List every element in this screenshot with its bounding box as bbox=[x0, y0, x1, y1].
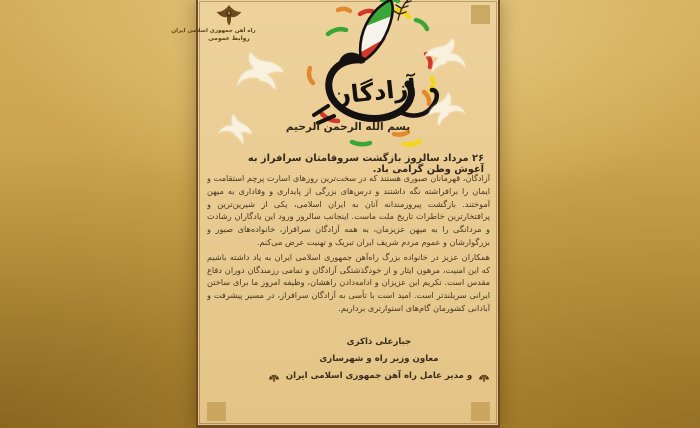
bismillah-text: بسم الله الرحمن الرحیم bbox=[285, 121, 411, 133]
signature-name: جبارعلی ذاکری bbox=[346, 337, 412, 347]
body-paragraph: همکاران عزیز در خانواده بزرگ راه‌آهن جمهوری اسلامی ایران به یاد داشته باشیم که این امنیت، مرهون ایثار و از خودگذشتگی آزادگان و تمامی رزمندگان دوران دفاع مقدس است. تکریم این عزیزان و ادامه‌دادن راهشان، وظیفه امروز ما برای ساختن ایرانی سربلندتر است. امید است با تأسی به آزادگان سرافراز، در مسیر پیشرفت و آبادانی کشورمان گام‌های استوارتری برداریم. bbox=[207, 251, 490, 313]
letterhead bbox=[171, 3, 258, 42]
signature-block bbox=[264, 334, 494, 385]
corner-square-bottom-right bbox=[471, 402, 490, 421]
letterhead-org-name: راه آهن جمهوری اسلامی ایران bbox=[171, 27, 256, 34]
corner-square-top-right bbox=[471, 5, 490, 24]
letter-headline: ۲۶ مرداد سالروز بازگشت سروقامتان سرافراز به آغوش وطن گرامی باد. bbox=[247, 153, 484, 175]
signature-title-line1: معاون وزیر راه و شهرسازی bbox=[319, 354, 439, 364]
corner-square-bottom-left bbox=[207, 402, 226, 421]
white-dove-icon bbox=[420, 34, 470, 81]
signature-title-line2: و مدیر عامل راه آهن جمهوری اسلامی ایران bbox=[285, 371, 473, 381]
letterhead-department: روابط عمومی bbox=[208, 35, 250, 42]
fan-ornament-icon bbox=[478, 372, 490, 382]
svg-text:آزادگان: آزادگان bbox=[329, 73, 418, 111]
letter-body bbox=[207, 172, 490, 332]
rai-winged-emblem-icon bbox=[200, 3, 258, 27]
fan-ornament-icon bbox=[268, 372, 280, 382]
white-dove-icon bbox=[231, 47, 289, 100]
body-paragraph: آزادگان، قهرمانان صبوری هستند که در سخت‌ترین روزهای اسارت پرچم استقامت و ایمان را برافراشته نگه داشتند و درس‌های بزرگی از پایداری و وفاداری به میهن آموختند. بازگشت پیروزمندانه آنان به ایران اسلامی، یکی از شیرین‌ترین و پرافتخارترین خاطرات تاریخ ملت ماست. اینجانب سالروز ورود این یادگاران رشادت و مردانگی را به میهن عزیزمان، به همه آزادگان سرافراز، خانواده‌های صبور و بزرگوارشان و عموم مردم شریف ایران تبریک و تهنیت عرض می‌کنم. bbox=[207, 173, 490, 247]
letter-page bbox=[171, 0, 500, 428]
